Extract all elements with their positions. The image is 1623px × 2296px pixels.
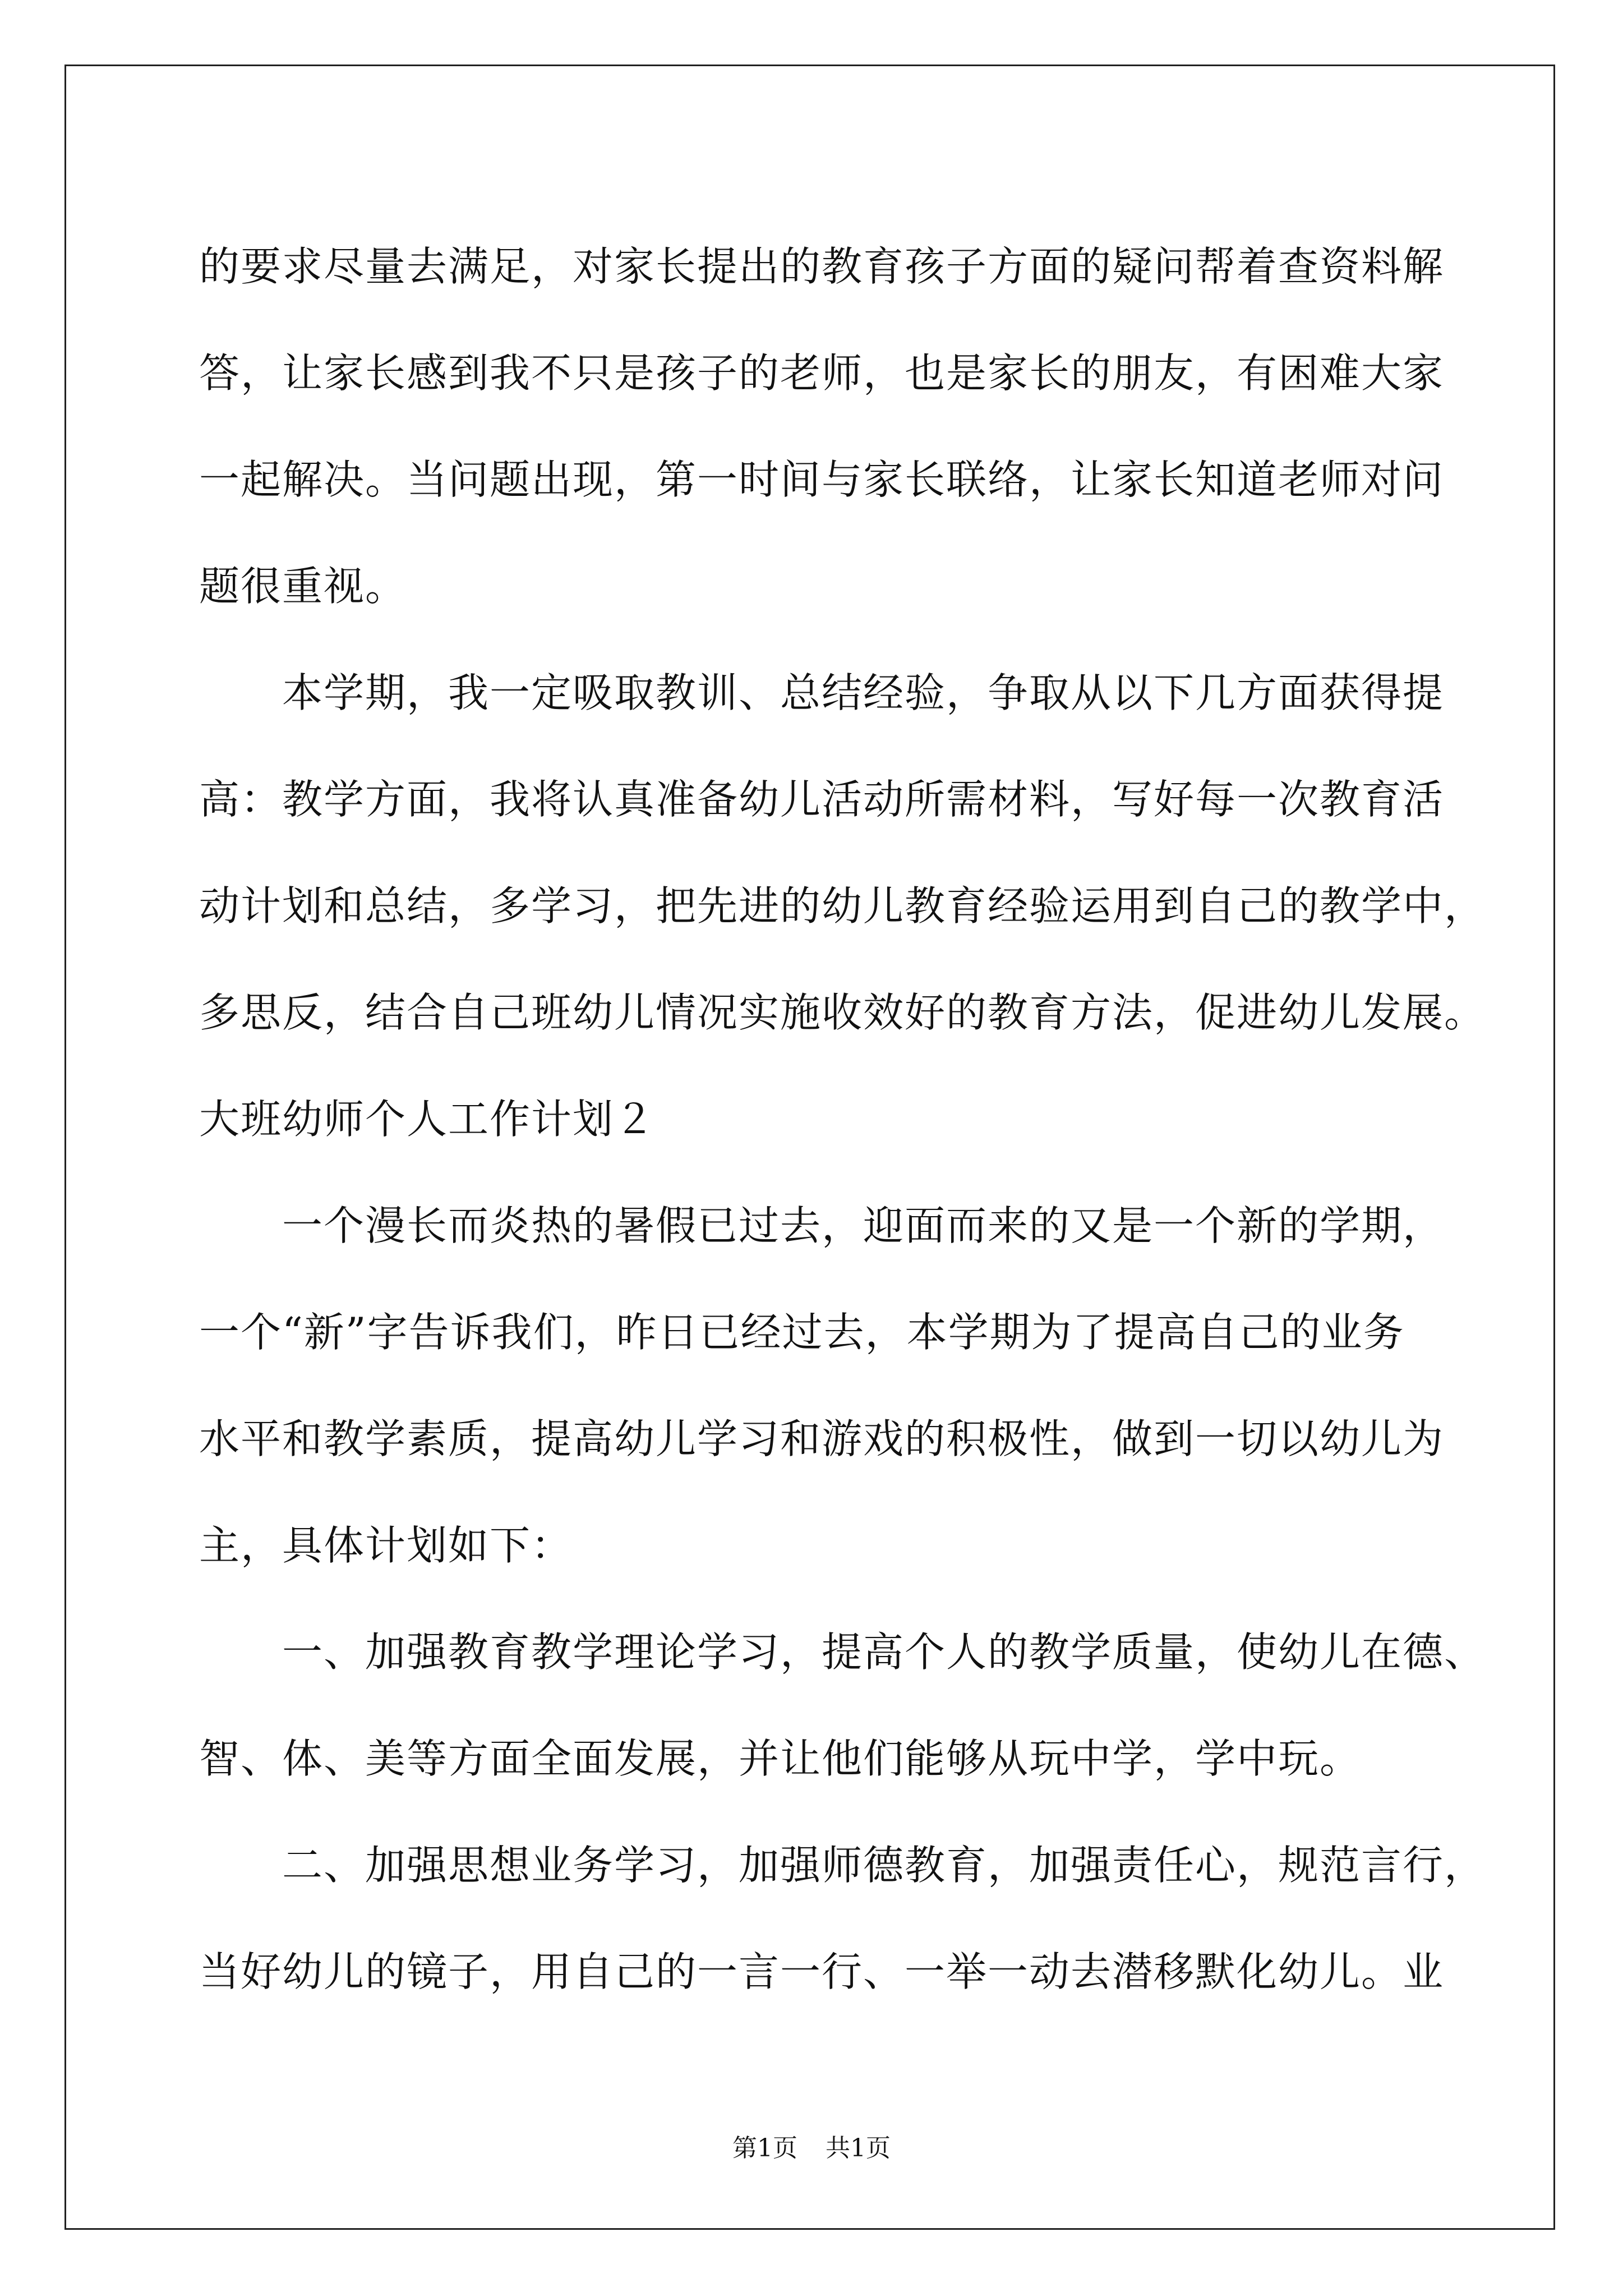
page-total: 共1页	[826, 2134, 891, 2162]
text-line: 答，让家长感到我不只是孩子的老师，也是家长的朋友，有困难大家	[199, 349, 1445, 397]
section-heading: 大班幼师个人工作计划２	[199, 1096, 656, 1143]
text-line: 水平和教学素质，提高幼儿学习和游戏的积极性，做到一切以幼儿为	[199, 1415, 1445, 1462]
text-line: 高：教学方面，我将认真准备幼儿活动所需材料，写好每一次教育活	[199, 776, 1445, 823]
text-line: 智、体、美等方面全面发展，并让他们能够从玩中学，学中玩。	[199, 1735, 1362, 1782]
text-line: 主，具体计划如下：	[199, 1522, 573, 1569]
text-line: 一个“新”字告诉我们，昨日已经过去，本学期为了提高自己的业务	[199, 1309, 1405, 1356]
text-line: 二、加强思想业务学习，加强师德教育，加强责任心，规范言行，	[199, 1842, 1486, 1889]
text-line: 一个漫长而炎热的暑假已过去，迎面而来的又是一个新的学期，	[199, 1202, 1445, 1249]
text-line: 一起解决。当问题出现，第一时间与家长联络，让家长知道老师对问	[199, 456, 1445, 503]
text-line: 的要求尽量去满足，对家长提出的教育孩子方面的疑问帮着查资料解	[199, 243, 1445, 290]
text-line: 多思反，结合自己班幼儿情况实施收效好的教育方法，促进幼儿发展。	[199, 989, 1486, 1036]
text-line: 题很重视。	[199, 563, 407, 610]
text-line: 一、加强教育教学理论学习，提高个人的教学质量，使幼儿在德、	[199, 1628, 1486, 1676]
text-line: 本学期，我一定吸取教训、总结经验，争取从以下几方面获得提	[199, 669, 1445, 716]
text-line: 动计划和总结，多学习，把先进的幼儿教育经验运用到自己的教学中，	[199, 882, 1486, 930]
page-footer	[0, 2132, 1623, 2165]
page-number: 第1页	[732, 2134, 797, 2162]
text-line: 当好幼儿的镜子，用自己的一言一行、一举一动去潜移默化幼儿。业	[199, 1948, 1445, 1995]
document-body	[199, 213, 1486, 2025]
